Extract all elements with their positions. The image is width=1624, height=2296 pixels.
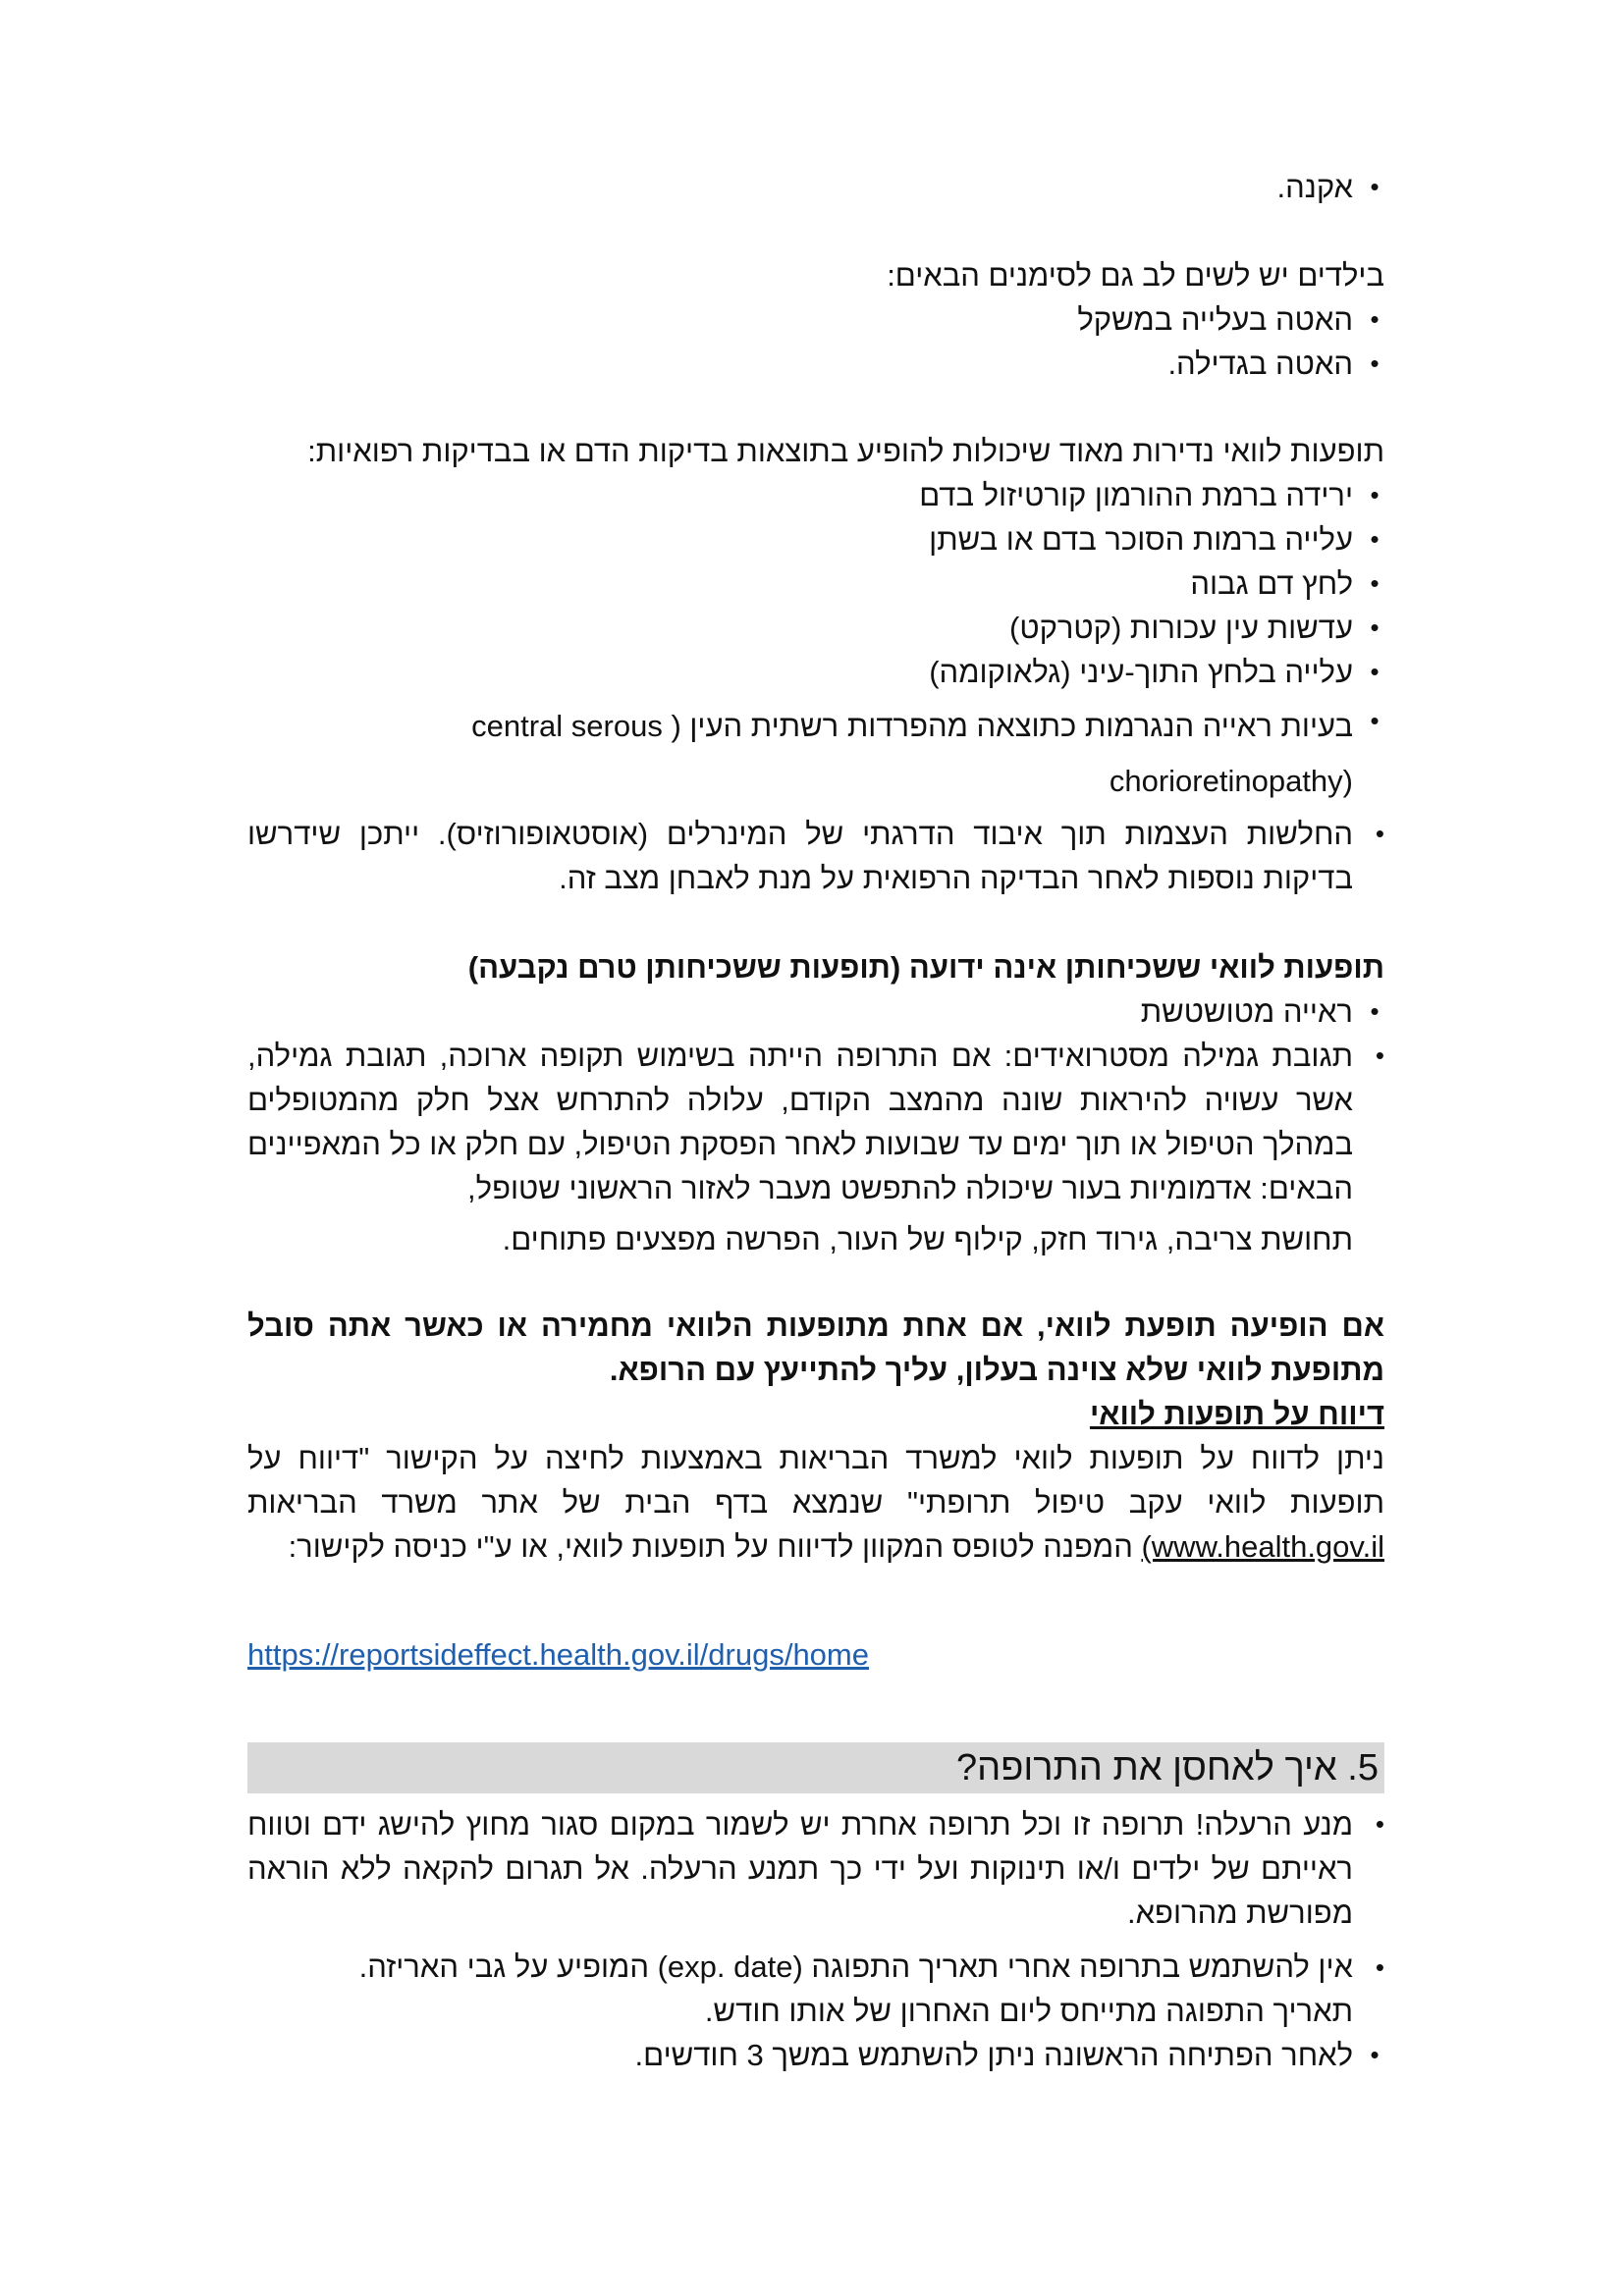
bullet-icon: • <box>1375 819 1384 848</box>
list-item: • לאחר הפתיחה הראשונה ניתן להשתמש במשך 3 חודשים. <box>247 2033 1384 2077</box>
bullet-icon: • <box>1370 706 1380 735</box>
list-item: • האטה בעלייה במשקל <box>247 297 1384 342</box>
list-item: • עלייה ברמות הסוכר בדם או בשתן <box>247 517 1384 561</box>
list-item: • עדשות עין עכורות (קטרקט) <box>247 606 1384 650</box>
list-item: • לחץ דם גבוה <box>247 561 1384 606</box>
unknown-effects-list <box>247 989 1384 1210</box>
bullet-icon: • <box>1370 480 1380 509</box>
bullet-icon: • <box>1370 172 1380 201</box>
bullet-icon: • <box>1375 1952 1384 1982</box>
health-site-link[interactable]: (www.health.gov.il <box>1141 1529 1384 1564</box>
list-item: • מנע הרעלה! תרופה זו וכל תרופה אחרת יש לשמור במקום סגור מחוץ להישג ידם וטווח ראייתם של ילדים ו/או תינוקות ועל ידי כך תמנע הרעלה. אל תגרום להקאה ללא הוראה מפורשת מהרופא. <box>247 1802 1384 1935</box>
report-text: ניתן לדווח על תופעות לוואי למשרד הבריאות באמצעות לחיצה על הקישור "דיווח על תופעות לוואי עקב טיפול תרופתי" שנמצא בדף הבית של אתר משרד הבריאות (www.health.gov.il המפנה לטופס המקוון לדיווח על תופעות לוואי, או ע"י כניסה לקישור: <box>247 1441 1384 1564</box>
list-item: • תגובת גמילה מסטרואידים: אם התרופה הייתה בשימוש תקופה ארוכה, תגובת גמילה, אשר עשויה להיראות שונה מהמצב הקודם, עלולה להתרחש אצל חלק מהמטופלים במהלך הטיפול או תוך ימים עד שבועות לאחר הפסקת הטיפול, עם חלק או כל המאפיינים הבאים: אדמומיות בעור שיכולה להתפשט מעבר לאזור הראשוני שטופל, <box>247 1034 1384 1210</box>
children-signs-list <box>247 297 1384 386</box>
rare-effects-intro: תופעות לוואי נדירות מאוד שיכולות להופיע בתוצאות בדיקות הדם או בבדיקות רפואיות: <box>307 434 1384 468</box>
storage-list <box>247 1802 1384 1992</box>
report-heading: דיווח על תופעות לוואי <box>1089 1397 1384 1431</box>
warning-text: אם הופיעה תופעת לוואי, אם אחת מתופעות הלוואי מחמירה או כאשר אתה סובל מתופעת לוואי שלא צוינה בעלון, עליך להתייעץ עם הרופא. <box>247 1308 1384 1387</box>
storage-list-last <box>247 2033 1384 2077</box>
list-item: • החלשות העצמות תוך איבוד הדרגתי של המינרלים (אוסטאופורוזיס). ייתכן שידרשו בדיקות נוספות לאחר הבדיקה הרפואית על מנת לאבחן מצב זה. <box>247 812 1384 900</box>
children-intro: בילדים יש לשים לב גם לסימנים הבאים: <box>887 258 1384 293</box>
vision-bullet-line: בעיות ראייה הנגרמות כתוצאה מהפרדות רשתית העין ( central serous <box>471 709 1353 743</box>
withdrawal-continuation: תחושת צריבה, גירוד חזק, קילוף של העור, הפרשה מפצעים פתוחים. <box>502 1222 1353 1256</box>
report-url-row <box>247 1632 1384 1677</box>
list-item: • אין להשתמש בתרופה אחרי תאריך התפוגה (exp. date) המופיע על גבי האריזה. <box>247 1943 1384 1992</box>
vision-bullet-cont: (chorioretinopathy <box>1109 764 1353 798</box>
unknown-frequency-heading: תופעות לוואי ששכיחותן אינה ידועה (תופעות ששכיחותן טרם נקבעה) <box>467 950 1384 985</box>
list-item: • ראייה מטושטשת <box>247 989 1384 1034</box>
list-item: • עלייה בלחץ התוך-עיני (גלאוקומה) <box>247 650 1384 694</box>
bullet-icon: • <box>1370 2040 1380 2069</box>
bullet-icon: • <box>1375 1041 1384 1070</box>
section-5-heading: 5. איך לאחסן את התרופה? <box>247 1742 1384 1793</box>
osteo-effects-list <box>247 812 1384 900</box>
rare-effects-list <box>247 473 1384 694</box>
bullet-icon: • <box>1370 524 1380 554</box>
bullet-icon: • <box>1370 657 1380 686</box>
bullet-icon: • <box>1370 304 1380 334</box>
bullet-icon: • <box>1375 1809 1384 1839</box>
bullet-icon: • <box>1370 568 1380 598</box>
leaflet-page <box>247 0 1384 2296</box>
list-item: • אקנה. <box>247 165 1384 209</box>
report-url-link[interactable]: https://reportsideffect.health.gov.il/drugs/home <box>247 1637 869 1672</box>
bullet-icon: • <box>1370 613 1380 642</box>
vision-effects-list <box>247 699 1384 809</box>
list-item: • האטה בגדילה. <box>247 342 1384 386</box>
bullet-icon: • <box>1370 348 1380 378</box>
list-item <box>247 699 1384 809</box>
bullet-icon: • <box>1370 996 1380 1026</box>
list-item: • ירידה ברמת ההורמון קורטיזול בדם <box>247 473 1384 517</box>
expiry-note: תאריך התפוגה מתייחס ליום האחרון של אותו חודש. <box>704 1994 1353 2028</box>
side-effects-list-top <box>247 165 1384 209</box>
